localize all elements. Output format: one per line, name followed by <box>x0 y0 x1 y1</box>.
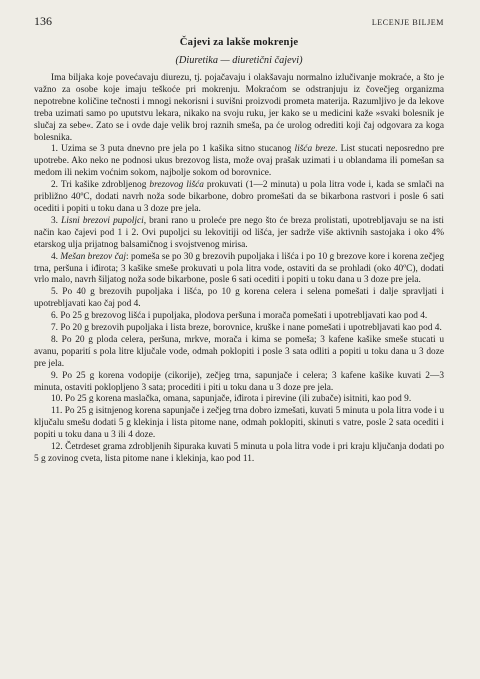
paragraph <box>34 406 444 442</box>
paragraph <box>34 371 444 395</box>
paragraph <box>34 323 444 335</box>
paragraph-text: 8. Po 20 g ploda celera, peršuna, mrkve, morača i kima se pomeša; 3 kafene kašike smeše stucati u avanu, poparití s pola litre ključale vode, odmah poklopiti i posle 3 sata odliti a popiti u toku dana u 3 doze pre jela. <box>34 334 444 369</box>
running-head: LECENJE BILJEM <box>371 18 444 27</box>
paragraph <box>34 216 444 252</box>
paragraph-text-continued: : pomeša se po 30 g brezovih pupoljaka i lišća i po 10 g brezove kore i korena zečjeg trna, peršuna i iđirota; 3 kašike smeše prokuvati u pola litra vode, ostaviti da se prohladi (oko 40ºC), dodati vrlo malo, navrh šiljatog noža sode bikarbone, posle 6 sati ocediti i popiti u toku dana u 3 doze pre jela. <box>34 251 444 286</box>
emphasized-term: Mešan brezov čaj <box>60 251 126 262</box>
paragraph-text-continued: prokuvati (1—2 minuta) u pola litra vode i, kada se smlači na približno 40ºC, dodati navrh noža sode bikarbone, dobro promešati da se bikarbona rastvori i posle 6 sati ocediti i popiti u toku dana u 3 doze pre jela. <box>34 180 445 214</box>
paragraph-text: 1. Uzima se 3 puta dnevno pre jela po 1 kašika sitno stucanog <box>51 144 295 155</box>
page-header <box>34 14 444 29</box>
paragraph-text: 4. <box>51 251 61 262</box>
emphasized-term: lišća breze <box>294 144 336 155</box>
paragraph <box>34 144 444 180</box>
paragraph-text: 7. Po 20 g brezovih pupoljaka i lista breze, borovnice, kruške i nane pomešati i upotrebljavati kao pod 4. <box>51 323 442 334</box>
paragraph <box>34 287 444 311</box>
paragraph-text: 5. Po 40 g brezovih pupoljaka i lišća, po 10 g korena celera i selena pomešati i dalje spravljati i upotrebljavati kao čaj pod 4. <box>34 287 444 310</box>
paragraph-text: 12. Četrdeset grama zdrobljenih šipuraka kuvati 5 minuta u pola litra vode i pri kraju ključanja dodati po 5 g zovinog cveta, lista pitome nane i klekinja, kao pod 11. <box>34 442 444 464</box>
paragraph-text-continued: , brani rano u proleće pre nego što će breza prolistati, upotrebljavaju se na isti način kao čajevi pod 1 i 2. Ovi pupoljci su lekovitiji od lišća, jer sadrže više aktivnih sastojaka i oko 4% etarskog ulja prijatnog balsamičnog i svojstvenog mirisa. <box>34 215 445 250</box>
paragraph-text: 6. Po 25 g brezovog lišća i pupoljaka, plodova peršuna i morača pomešati i upotrebljavati kao pod 4. <box>51 311 428 322</box>
section-title: Čajevi za lakše mokrenje <box>179 37 299 48</box>
paragraph-text-continued: . List stucati neposredno pre upotrebe. Ako neko ne podnosi ukus brezovog lista, može ovaj prašak uzimati i u oblandama ili pomešan sa medom ili nekim voćnim sokom, najbolje sokom od borovnice. <box>34 144 444 179</box>
paragraph <box>34 73 444 144</box>
paragraph <box>34 311 444 323</box>
paragraph-text: 10. Po 25 g korena maslačka, omana, sapunjače, iđirota i pirevine (ili zubače) isitniti, kao pod 9. <box>51 394 412 405</box>
paragraph-text: 11. Po 25 g isitnjenog korena sapunjače i zečjeg trna dobro izmešati, kuvati 5 minuta u pola litra vode i u ključalu smešu dodati 5 g klekinja i lista pitome nane, odmah poklopiti, skinuti s vatre, posle 2 sata ocediti i popiti u toku dana u 3 ili 4 doze. <box>34 406 444 441</box>
emphasized-term: Lisni brezovi pupoljci <box>61 215 144 226</box>
section-subtitle: (Diuretika — diuretični čajevi) <box>175 55 303 66</box>
paragraph <box>34 394 444 406</box>
body-text <box>34 73 444 466</box>
paragraph <box>34 180 444 216</box>
page-number: 136 <box>34 14 52 28</box>
paragraph-text: 2. Tri kašike zdrobljenog <box>51 180 150 191</box>
paragraph-text: 3. <box>51 215 62 226</box>
paragraph <box>34 252 444 288</box>
paragraph-text: Ima biljaka koje povećavaju diurezu, tj. pojačavaju i olakšavaju normalno izlučivanje mokraće, a što je važno za osobe koje imaju teškoće pri mokrenju. Mokraćom se odstranjuju iz čovečjeg organizma nepotrebne količine tečnosti i mnogi nekorisni i suvišni proizvodi prometa materija. Razumljivo je da lekove treba uzimati samo po uputstvu lekara, nikako na svoju ruku, jer kako se u medicini kaže »svaki bolesnik je slučaj za sebe«. Zato se i ovde daje velik broj raznih smeša, pa će urolog odrediti koji čaj odgovara za koga bolesnika. <box>34 73 444 143</box>
paragraph <box>34 335 444 371</box>
paragraph <box>34 442 444 466</box>
paragraph-text: 9. Po 25 g korena vodopije (cikorije), zečjeg trna, sapunjače i celera; 3 kafene kašike kuvati 2—3 minuta, ostaviti poklopljeno 3 sata; procediti i piti u toku dana u 3 doze pre jela. <box>34 370 444 393</box>
emphasized-term: brezovog lišća <box>149 180 204 191</box>
